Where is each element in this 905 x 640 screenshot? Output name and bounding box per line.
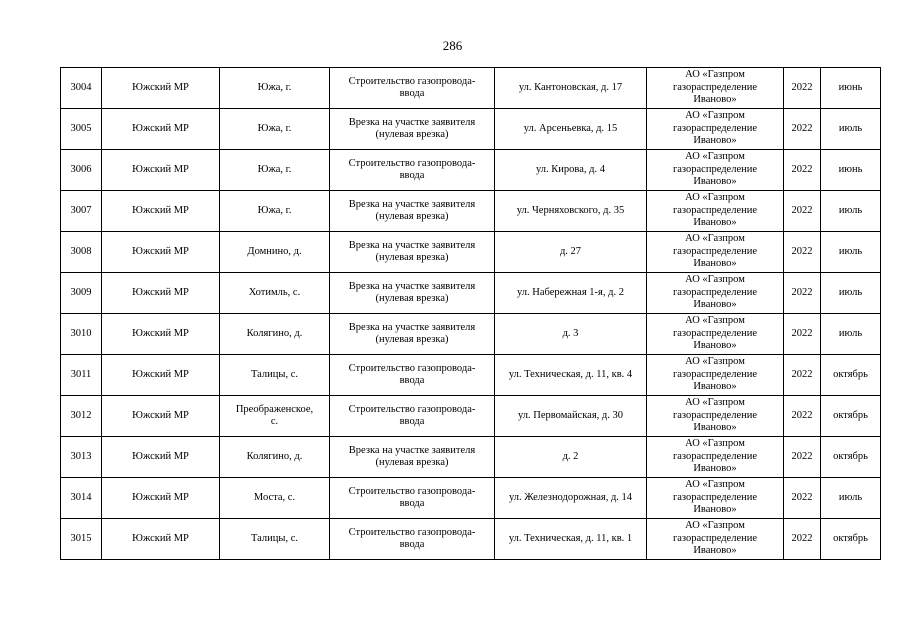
- work-type-cell: Врезка на участке заявителя (нулевая врезка): [330, 273, 495, 314]
- district-cell: Южский МР: [102, 478, 220, 519]
- locality-cell: Домнино, д.: [220, 232, 330, 273]
- year-cell: 2022: [784, 232, 821, 273]
- table-row: [61, 150, 881, 191]
- year-cell: 2022: [784, 314, 821, 355]
- month-cell: июнь: [821, 150, 881, 191]
- row-number-cell: 3014: [61, 478, 102, 519]
- table-row: [61, 355, 881, 396]
- work-type-cell: Врезка на участке заявителя (нулевая врезка): [330, 232, 495, 273]
- organization-cell: АО «Газпром газораспределение Иваново»: [647, 314, 784, 355]
- table-row: [61, 396, 881, 437]
- locality-cell: Колягино, д.: [220, 437, 330, 478]
- month-cell: октябрь: [821, 519, 881, 560]
- organization-cell: АО «Газпром газораспределение Иваново»: [647, 396, 784, 437]
- address-cell: ул. Кантоновская, д. 17: [495, 68, 647, 109]
- district-cell: Южский МР: [102, 314, 220, 355]
- row-number-cell: 3010: [61, 314, 102, 355]
- row-number-cell: 3009: [61, 273, 102, 314]
- district-cell: Южский МР: [102, 519, 220, 560]
- address-cell: д. 27: [495, 232, 647, 273]
- district-cell: Южский МР: [102, 355, 220, 396]
- row-number-cell: 3008: [61, 232, 102, 273]
- month-cell: июль: [821, 478, 881, 519]
- work-type-cell: Строительство газопровода- ввода: [330, 519, 495, 560]
- year-cell: 2022: [784, 519, 821, 560]
- district-cell: Южский МР: [102, 437, 220, 478]
- page-number: 286: [442, 38, 463, 53]
- address-cell: ул. Набережная 1-я, д. 2: [495, 273, 647, 314]
- locality-cell: Талицы, с.: [220, 355, 330, 396]
- address-cell: ул. Техническая, д. 11, кв. 4: [495, 355, 647, 396]
- work-type-cell: Строительство газопровода- ввода: [330, 68, 495, 109]
- address-cell: ул. Первомайская, д. 30: [495, 396, 647, 437]
- row-number-cell: 3013: [61, 437, 102, 478]
- work-type-cell: Врезка на участке заявителя (нулевая врезка): [330, 314, 495, 355]
- locality-cell: Южа, г.: [220, 68, 330, 109]
- table-row: [61, 478, 881, 519]
- table-row: [61, 314, 881, 355]
- organization-cell: АО «Газпром газораспределение Иваново»: [647, 355, 784, 396]
- work-type-cell: Врезка на участке заявителя (нулевая врезка): [330, 191, 495, 232]
- work-type-cell: Строительство газопровода- ввода: [330, 478, 495, 519]
- table-row: [61, 519, 881, 560]
- locality-cell: Южа, г.: [220, 191, 330, 232]
- district-cell: Южский МР: [102, 191, 220, 232]
- month-cell: октябрь: [821, 355, 881, 396]
- row-number-cell: 3006: [61, 150, 102, 191]
- year-cell: 2022: [784, 150, 821, 191]
- district-cell: Южский МР: [102, 232, 220, 273]
- row-number-cell: 3007: [61, 191, 102, 232]
- organization-cell: АО «Газпром газораспределение Иваново»: [647, 232, 784, 273]
- locality-cell: Хотимль, с.: [220, 273, 330, 314]
- address-cell: ул. Кирова, д. 4: [495, 150, 647, 191]
- organization-cell: АО «Газпром газораспределение Иваново»: [647, 478, 784, 519]
- locality-cell: Талицы, с.: [220, 519, 330, 560]
- year-cell: 2022: [784, 396, 821, 437]
- work-type-cell: Строительство газопровода- ввода: [330, 150, 495, 191]
- table-row: [61, 68, 881, 109]
- row-number-cell: 3012: [61, 396, 102, 437]
- locality-cell: Южа, г.: [220, 109, 330, 150]
- gasification-table: [60, 67, 881, 560]
- month-cell: июль: [821, 273, 881, 314]
- district-cell: Южский МР: [102, 273, 220, 314]
- month-cell: июль: [821, 232, 881, 273]
- district-cell: Южский МР: [102, 68, 220, 109]
- month-cell: июль: [821, 314, 881, 355]
- work-type-cell: Строительство газопровода- ввода: [330, 396, 495, 437]
- organization-cell: АО «Газпром газораспределение Иваново»: [647, 68, 784, 109]
- table-row: [61, 232, 881, 273]
- month-cell: июль: [821, 191, 881, 232]
- district-cell: Южский МР: [102, 396, 220, 437]
- month-cell: октябрь: [821, 396, 881, 437]
- address-cell: ул. Черняховского, д. 35: [495, 191, 647, 232]
- address-cell: ул. Железнодорожная, д. 14: [495, 478, 647, 519]
- locality-cell: Южа, г.: [220, 150, 330, 191]
- year-cell: 2022: [784, 68, 821, 109]
- work-type-cell: Строительство газопровода- ввода: [330, 355, 495, 396]
- locality-cell: Преображенское, с.: [220, 396, 330, 437]
- row-number-cell: 3004: [61, 68, 102, 109]
- table-row: [61, 191, 881, 232]
- year-cell: 2022: [784, 437, 821, 478]
- month-cell: июль: [821, 109, 881, 150]
- year-cell: 2022: [784, 191, 821, 232]
- organization-cell: АО «Газпром газораспределение Иваново»: [647, 191, 784, 232]
- row-number-cell: 3011: [61, 355, 102, 396]
- year-cell: 2022: [784, 109, 821, 150]
- month-cell: октябрь: [821, 437, 881, 478]
- organization-cell: АО «Газпром газораспределение Иваново»: [647, 519, 784, 560]
- address-cell: ул. Арсеньевка, д. 15: [495, 109, 647, 150]
- table-body: [61, 68, 881, 560]
- district-cell: Южский МР: [102, 109, 220, 150]
- locality-cell: Колягино, д.: [220, 314, 330, 355]
- organization-cell: АО «Газпром газораспределение Иваново»: [647, 437, 784, 478]
- table-row: [61, 273, 881, 314]
- row-number-cell: 3005: [61, 109, 102, 150]
- year-cell: 2022: [784, 355, 821, 396]
- row-number-cell: 3015: [61, 519, 102, 560]
- year-cell: 2022: [784, 273, 821, 314]
- table-row: [61, 437, 881, 478]
- work-type-cell: Врезка на участке заявителя (нулевая врезка): [330, 437, 495, 478]
- address-cell: д. 3: [495, 314, 647, 355]
- organization-cell: АО «Газпром газораспределение Иваново»: [647, 150, 784, 191]
- work-type-cell: Врезка на участке заявителя (нулевая врезка): [330, 109, 495, 150]
- organization-cell: АО «Газпром газораспределение Иваново»: [647, 109, 784, 150]
- organization-cell: АО «Газпром газораспределение Иваново»: [647, 273, 784, 314]
- address-cell: д. 2: [495, 437, 647, 478]
- district-cell: Южский МР: [102, 150, 220, 191]
- locality-cell: Моста, с.: [220, 478, 330, 519]
- year-cell: 2022: [784, 478, 821, 519]
- address-cell: ул. Техническая, д. 11, кв. 1: [495, 519, 647, 560]
- table-row: [61, 109, 881, 150]
- month-cell: июнь: [821, 68, 881, 109]
